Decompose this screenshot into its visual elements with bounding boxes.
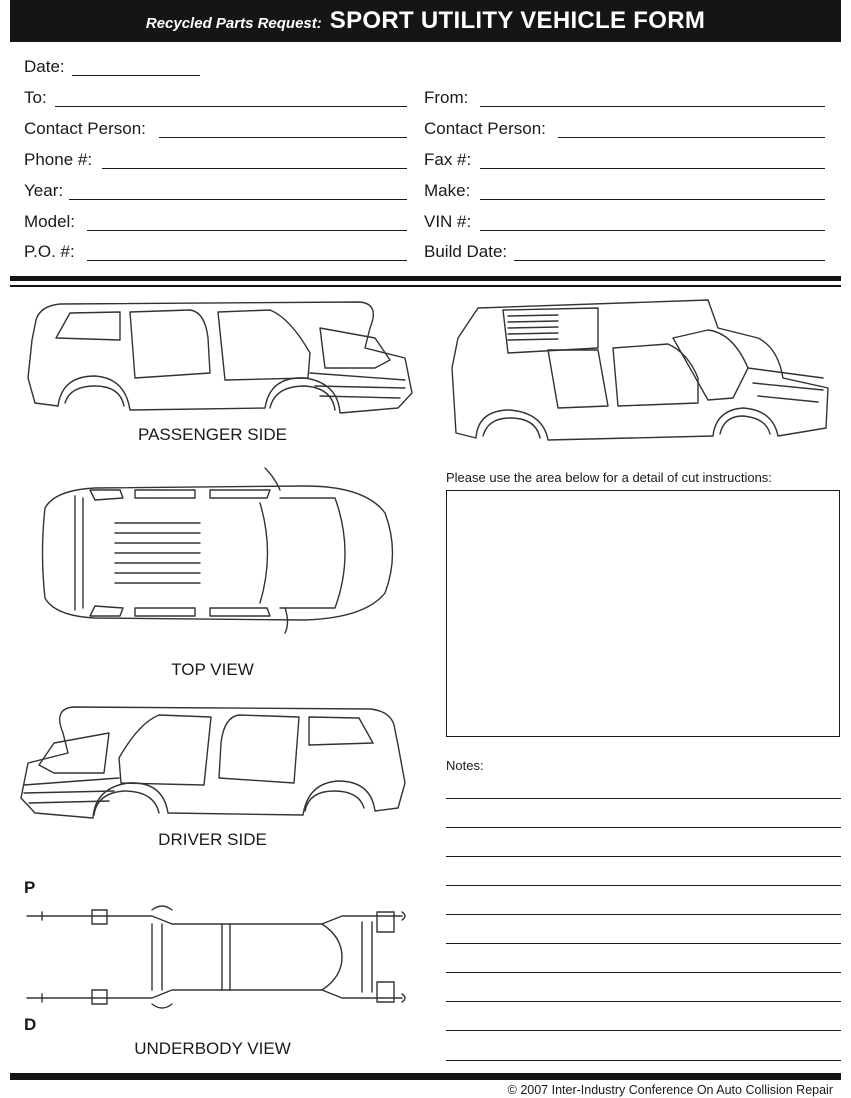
copyright-text: © 2007 Inter-Industry Conference On Auto Collision Repair <box>507 1083 833 1097</box>
cut-instructions-label: Please use the area below for a detail of cut instructions: <box>446 470 772 485</box>
from-line[interactable] <box>480 106 825 107</box>
notes-line[interactable] <box>446 1030 841 1031</box>
contact-person-right-line[interactable] <box>558 137 825 138</box>
cut-instructions-box[interactable] <box>446 490 840 737</box>
notes-line[interactable] <box>446 1001 841 1002</box>
contact-person-right-label: Contact Person: <box>424 119 546 138</box>
po-field[interactable] <box>24 240 407 264</box>
year-line[interactable] <box>69 199 407 200</box>
year-field[interactable] <box>24 179 407 203</box>
to-label: To: <box>24 88 47 107</box>
phone-label: Phone #: <box>24 150 93 169</box>
notes-line[interactable] <box>446 827 841 828</box>
from-label: From: <box>424 88 469 107</box>
form-header <box>10 0 841 42</box>
build-date-line[interactable] <box>514 260 825 261</box>
make-field[interactable] <box>424 179 825 203</box>
passenger-marker: P <box>24 878 36 897</box>
from-field[interactable] <box>424 86 825 110</box>
vin-line[interactable] <box>480 230 825 231</box>
po-line[interactable] <box>87 260 407 261</box>
vin-label: VIN #: <box>424 212 472 231</box>
driver-marker: D <box>24 1015 37 1034</box>
notes-line[interactable] <box>446 856 841 857</box>
model-label: Model: <box>24 212 76 231</box>
contact-person-right-field[interactable] <box>424 117 825 141</box>
build-date-label: Build Date: <box>424 242 508 261</box>
contact-person-left-field[interactable] <box>24 117 407 141</box>
notes-line[interactable] <box>446 972 841 973</box>
date-field[interactable] <box>24 55 200 79</box>
fax-label: Fax #: <box>424 150 472 169</box>
year-label: Year: <box>24 181 64 200</box>
passenger-side-caption: PASSENGER SIDE <box>138 425 287 444</box>
make-label: Make: <box>424 181 471 200</box>
section-divider-thin <box>10 285 841 287</box>
form-title: SPORT UTILITY VEHICLE FORM <box>329 7 706 34</box>
notes-line[interactable] <box>446 943 841 944</box>
contact-person-left-line[interactable] <box>159 137 407 138</box>
notes-line[interactable] <box>446 1060 841 1061</box>
top-view-diagram <box>35 468 405 638</box>
top-view-caption: TOP VIEW <box>171 660 254 679</box>
notes-line[interactable] <box>446 798 841 799</box>
date-line[interactable] <box>72 75 200 76</box>
phone-field[interactable] <box>24 148 407 172</box>
underbody-diagram <box>22 902 407 1012</box>
to-field[interactable] <box>24 86 407 110</box>
underbody-caption: UNDERBODY VIEW <box>134 1039 291 1058</box>
model-line[interactable] <box>87 230 407 231</box>
passenger-side-diagram <box>20 298 415 423</box>
perspective-view-diagram <box>448 298 833 446</box>
section-divider-thick <box>10 276 841 281</box>
notes-label: Notes: <box>446 758 484 773</box>
fax-line[interactable] <box>480 168 825 169</box>
date-label: Date: <box>24 57 65 76</box>
vin-field[interactable] <box>424 210 825 234</box>
build-date-field[interactable] <box>424 240 825 264</box>
po-label: P.O. #: <box>24 242 75 261</box>
notes-line[interactable] <box>446 914 841 915</box>
to-line[interactable] <box>55 106 407 107</box>
phone-line[interactable] <box>102 168 407 169</box>
fax-field[interactable] <box>424 148 825 172</box>
make-line[interactable] <box>480 199 825 200</box>
model-field[interactable] <box>24 210 407 234</box>
notes-line[interactable] <box>446 885 841 886</box>
driver-side-caption: DRIVER SIDE <box>158 830 267 849</box>
header-prefix: Recycled Parts Request: <box>145 15 322 32</box>
contact-person-left-label: Contact Person: <box>24 119 146 138</box>
footer-bar <box>10 1073 841 1080</box>
driver-side-diagram <box>18 703 403 828</box>
